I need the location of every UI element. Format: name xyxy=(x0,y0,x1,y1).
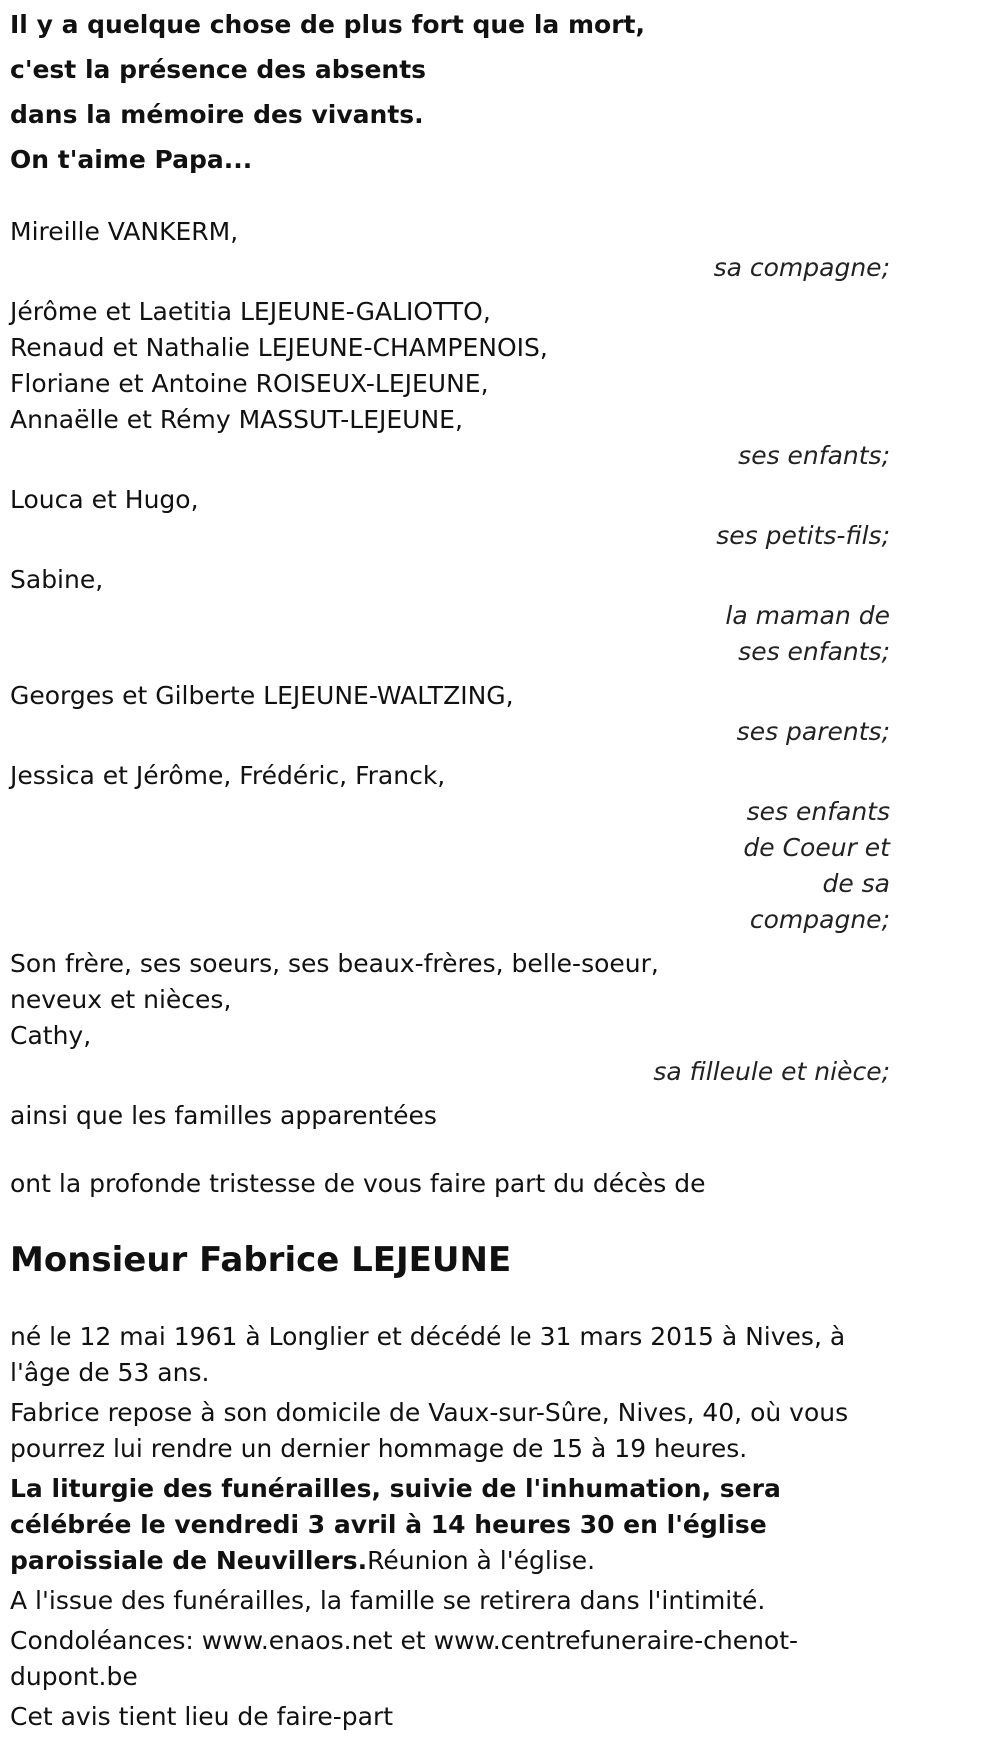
birth-death-paragraph: né le 12 mai 1961 à Longlier et décédé le 31 mars 2015 à Nives, à l'âge de 53 ans. xyxy=(10,1322,846,1387)
family-entry xyxy=(10,946,890,1090)
entry-names: Cathy, xyxy=(10,1021,92,1050)
entry-role: la maman de ses enfants; xyxy=(725,601,890,666)
entry-names: Mireille VANKERM, xyxy=(10,217,239,246)
liturgy-paragraph xyxy=(10,1471,890,1579)
entry-names: Jérôme et Laetitia LEJEUNE-GALIOTTO, xyxy=(10,297,491,326)
entry-role: sa filleule et nièce; xyxy=(653,1057,890,1086)
intimacy-paragraph: A l'issue des funérailles, la famille se retirera dans l'intimité. xyxy=(10,1586,766,1615)
opening-quote xyxy=(10,0,890,182)
entry-names: Sabine, xyxy=(10,565,104,594)
entry-names: Louca et Hugo, xyxy=(10,485,199,514)
family-entry xyxy=(10,758,890,938)
deceased-name: Monsieur Fabrice LEJEUNE xyxy=(10,1240,512,1280)
family-entry xyxy=(10,678,890,750)
entry-role: ses petits-fils; xyxy=(716,521,890,550)
entry-names: Georges et Gilberte LEJEUNE-WALTZING, xyxy=(10,681,514,710)
quote-line: Il y a quelque chose de plus fort que la mort, xyxy=(10,10,645,39)
entry-role: ses enfants de Coeur et de sa compagne; xyxy=(743,797,890,934)
family-entry xyxy=(10,214,890,286)
liturgy-bold-text: La liturgie des funérailles, suivie de l'inhumation, sera célébrée le vendredi 3 avril à 14 heures 30 en l'église paroissiale de Neuvillers. xyxy=(10,1474,781,1575)
quote-line: c'est la présence des absents xyxy=(10,55,427,84)
notice-paragraph: Cet avis tient lieu de faire-part xyxy=(10,1702,394,1731)
entry-names: Son frère, ses soeurs, ses beaux-frères, belle-soeur, xyxy=(10,949,659,978)
family-list xyxy=(10,214,890,1134)
condolences-paragraph: Condoléances: www.enaos.net et www.centrefuneraire-chenot-dupont.be xyxy=(10,1626,799,1691)
entry-role: sa compagne; xyxy=(713,253,890,282)
liturgy-rest-text: Réunion à l'église. xyxy=(367,1546,596,1575)
entry-role: ses enfants; xyxy=(738,441,890,470)
entry-names: Renaud et Nathalie LEJEUNE-CHAMPENOIS, xyxy=(10,333,548,362)
entry-names: Floriane et Antoine ROISEUX-LEJEUNE, xyxy=(10,369,489,398)
family-entry xyxy=(10,562,890,670)
family-entry xyxy=(10,294,890,474)
family-entry xyxy=(10,482,890,554)
entry-names: Annaëlle et Rémy MASSUT-LEJEUNE, xyxy=(10,405,463,434)
entry-role: ses parents; xyxy=(736,717,890,746)
repose-paragraph: Fabrice repose à son domicile de Vaux-sur-Sûre, Nives, 40, où vous pourrez lui rendre un dernier hommage de 15 à 19 heures. xyxy=(10,1398,849,1463)
entry-names: Jessica et Jérôme, Frédéric, Franck, xyxy=(10,761,446,790)
quote-line: On t'aime Papa... xyxy=(10,145,253,174)
obituary-notice xyxy=(10,0,890,1735)
announcement: ont la profonde tristesse de vous faire part du décès de xyxy=(10,1169,706,1198)
quote-line: dans la mémoire des vivants. xyxy=(10,100,424,129)
entry-names: neveux et nièces, xyxy=(10,985,232,1014)
families-line: ainsi que les familles apparentées xyxy=(10,1101,437,1130)
